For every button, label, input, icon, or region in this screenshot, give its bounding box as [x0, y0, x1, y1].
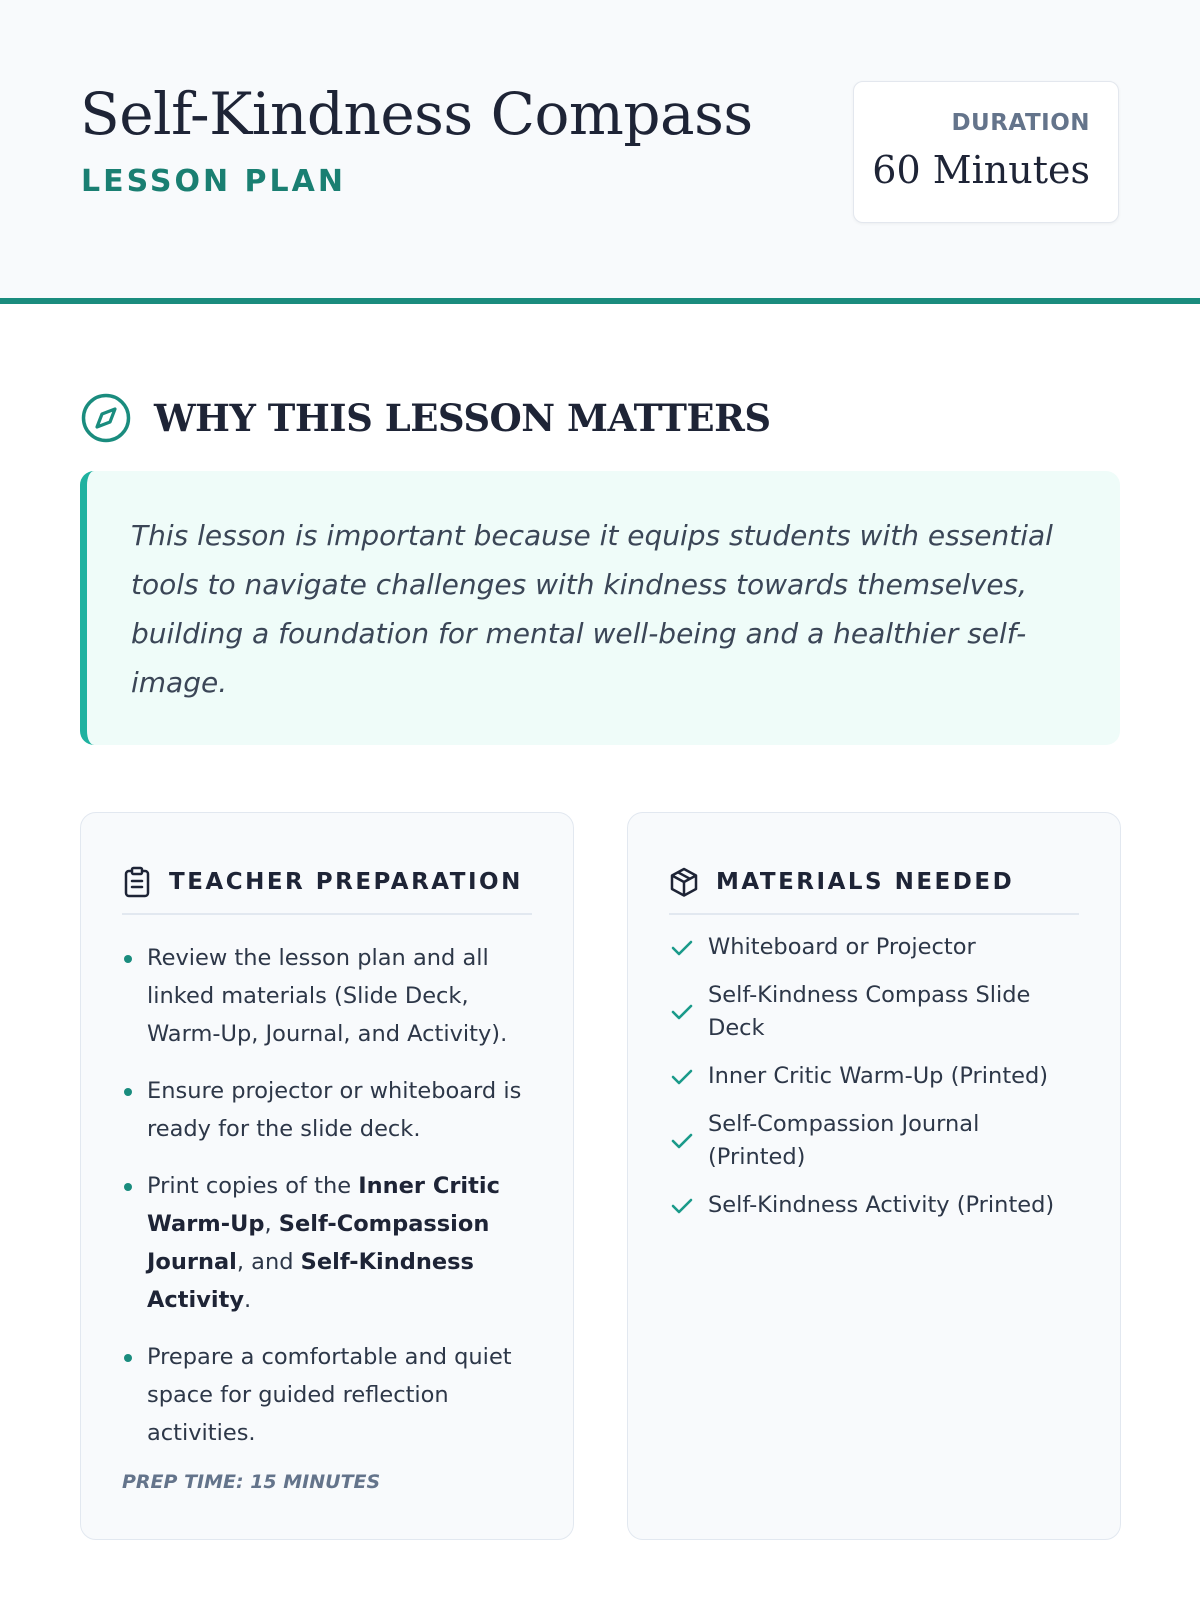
bullet-dot: [124, 955, 132, 963]
materials-needed-header: [669, 853, 1079, 915]
check-icon: [670, 1196, 694, 1216]
duration-value: 60 Minutes: [872, 148, 1090, 192]
list-item: Self-Compassion Journal (Printed): [669, 1108, 1079, 1174]
bullet-dot: [124, 1088, 132, 1096]
check-icon: [670, 1067, 694, 1087]
preparation-list: [122, 939, 532, 1471]
materials-list: [669, 931, 1079, 1237]
compass-icon: [80, 392, 132, 444]
why-text: This lesson is important because it equips students with essential tools to navigate challenges with kindness towards themselves, building a foundation for mental well-being and a healthier self-image.: [131, 519, 1053, 699]
bullet-dot: [124, 1354, 132, 1362]
clipboard-icon: [122, 866, 152, 898]
list-item: Whiteboard or Projector: [669, 931, 1079, 964]
materials-needed-card: [627, 812, 1121, 1540]
prep-time: PREP TIME: 15 MINUTES: [122, 1471, 381, 1493]
box-icon: [669, 866, 699, 898]
check-icon: [670, 938, 694, 958]
list-item: Ensure projector or whiteboard is ready for the slide deck.: [122, 1072, 532, 1148]
teacher-preparation-header: [122, 853, 532, 915]
list-item: Inner Critic Warm-Up (Printed): [669, 1060, 1079, 1093]
check-icon: [670, 1002, 694, 1022]
teacher-preparation-title: TEACHER PREPARATION: [169, 869, 523, 895]
lesson-header: [0, 0, 1200, 304]
why-section-heading: [80, 390, 1120, 446]
bullet-dot: [124, 1183, 132, 1191]
list-item: Review the lesson plan and all linked materials (Slide Deck, Warm-Up, Journal, and Activity).: [122, 939, 532, 1053]
list-item: Print copies of the Inner Critic Warm-Up, Self-Compassion Journal, and Self-Kindness Activity.: [122, 1167, 532, 1319]
materials-needed-title: MATERIALS NEEDED: [716, 869, 1015, 895]
check-icon: [670, 1131, 694, 1151]
why-section-title: WHY THIS LESSON MATTERS: [154, 396, 771, 440]
list-item: Self-Kindness Activity (Printed): [669, 1189, 1079, 1222]
list-item: Prepare a comfortable and quiet space for guided reflection activities.: [122, 1338, 532, 1452]
teacher-preparation-card: [80, 812, 574, 1540]
page-title: Self-Kindness Compass: [80, 80, 753, 148]
why-callout: [80, 471, 1120, 745]
duration-label: DURATION: [951, 110, 1090, 136]
page-subtitle: LESSON PLAN: [81, 164, 346, 199]
list-item: Self-Kindness Compass Slide Deck: [669, 979, 1079, 1045]
duration-card: [853, 81, 1119, 223]
